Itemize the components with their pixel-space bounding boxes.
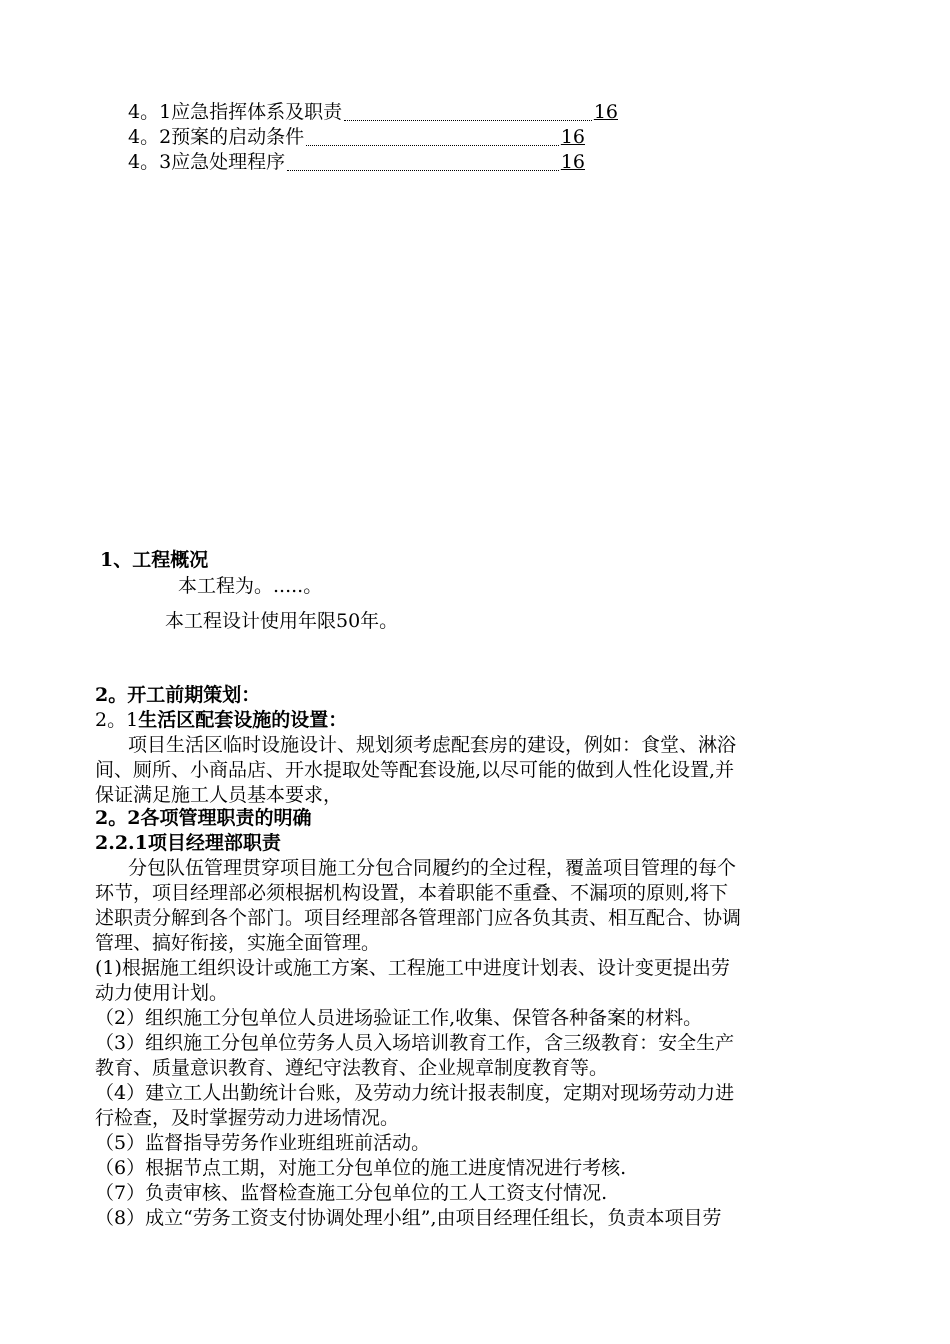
list-item: （3）组织施工分包单位劳务人员入场培训教育工作，含三级教育：安全生产 [95, 1032, 735, 1054]
paragraph-2-1 [95, 733, 860, 808]
list-item: (1)根据施工组织设计或施工方案、工程施工中进度计划表、设计变更提出劳 [95, 957, 730, 979]
subsection-number: 2。1 [95, 709, 139, 731]
subsection-heading: 2。2各项管理职责的明确 [95, 807, 312, 829]
subsection-title: 生活区配套设施的设置： [138, 709, 348, 731]
list-item: （4）建立工人出勤统计台账，及劳动力统计报表制度，定期对现场劳动力进 [95, 1082, 735, 1104]
toc-entry[interactable] [128, 150, 585, 174]
list-item: 动力使用计划。 [95, 982, 229, 1004]
subsection-heading: 2.2.1项目经理部职责 [95, 832, 281, 854]
list-item: （8）成立“劳务工资支付协调处理小组”,由项目经理任组长，负责本项目劳 [95, 1207, 722, 1229]
list-item: （7）负责审核、监督检查施工分包单位的工人工资支付情况. [95, 1182, 608, 1204]
list-item: （2）组织施工分包单位人员进场验证工作,收集、保管各种备案的材料。 [95, 1007, 703, 1029]
duty-list [95, 956, 860, 1231]
toc-leader [287, 169, 559, 171]
toc-page-number: 16 [560, 151, 585, 173]
paragraph-line: 分包队伍管理贯穿项目施工分包合同履约的全过程，覆盖项目管理的每个 [128, 857, 737, 879]
toc-page-number: 16 [593, 101, 618, 123]
toc-label: 4。3应急处理程序 [128, 151, 286, 173]
toc-leader [344, 119, 592, 121]
toc-label: 4。1应急指挥体系及职责 [128, 101, 343, 123]
paragraph-line: 保证满足施工人员基本要求， [95, 784, 343, 806]
list-item: （5）监督指导劳务作业班组班前活动。 [95, 1132, 431, 1154]
toc-label: 4。2预案的启动条件 [128, 126, 305, 148]
toc-leader [306, 144, 559, 146]
list-item: （6）根据节点工期，对施工分包单位的施工进度情况进行考核. [95, 1157, 627, 1179]
paragraph-line: 述职责分解到各个部门。项目经理部各管理部门应各负其责、相互配合、协调 [95, 907, 742, 929]
paragraph-line: 项目生活区临时设施设计、规划须考虑配套房的建设，例如：食堂、淋浴 [128, 734, 737, 756]
paragraph-line: 管理、搞好衔接，实施全面管理。 [95, 932, 381, 954]
toc-page-number: 16 [560, 126, 585, 148]
toc-entry[interactable] [128, 100, 618, 124]
toc-entry[interactable] [128, 125, 585, 149]
paragraph-line: 间、厕所、小商品店、开水提取处等配套设施,以尽可能的做到人性化设置,并 [95, 759, 735, 781]
list-item: 行检查，及时掌握劳动力进场情况。 [95, 1107, 400, 1129]
paragraph-2-2-1 [95, 856, 860, 956]
body-text: 本工程设计使用年限50年。 [165, 610, 399, 632]
section-heading: 2。开工前期策划： [95, 684, 261, 706]
section-heading: 1、工程概况 [100, 549, 209, 571]
subsection-heading [95, 708, 347, 733]
paragraph-line: 环节，项目经理部必须根据机构设置，本着职能不重叠、不漏项的原则,将下 [95, 882, 729, 904]
body-text: 本工程为。.....。 [178, 575, 323, 597]
list-item: 教育、质量意识教育、遵纪守法教育、企业规章制度教育等。 [95, 1057, 609, 1079]
